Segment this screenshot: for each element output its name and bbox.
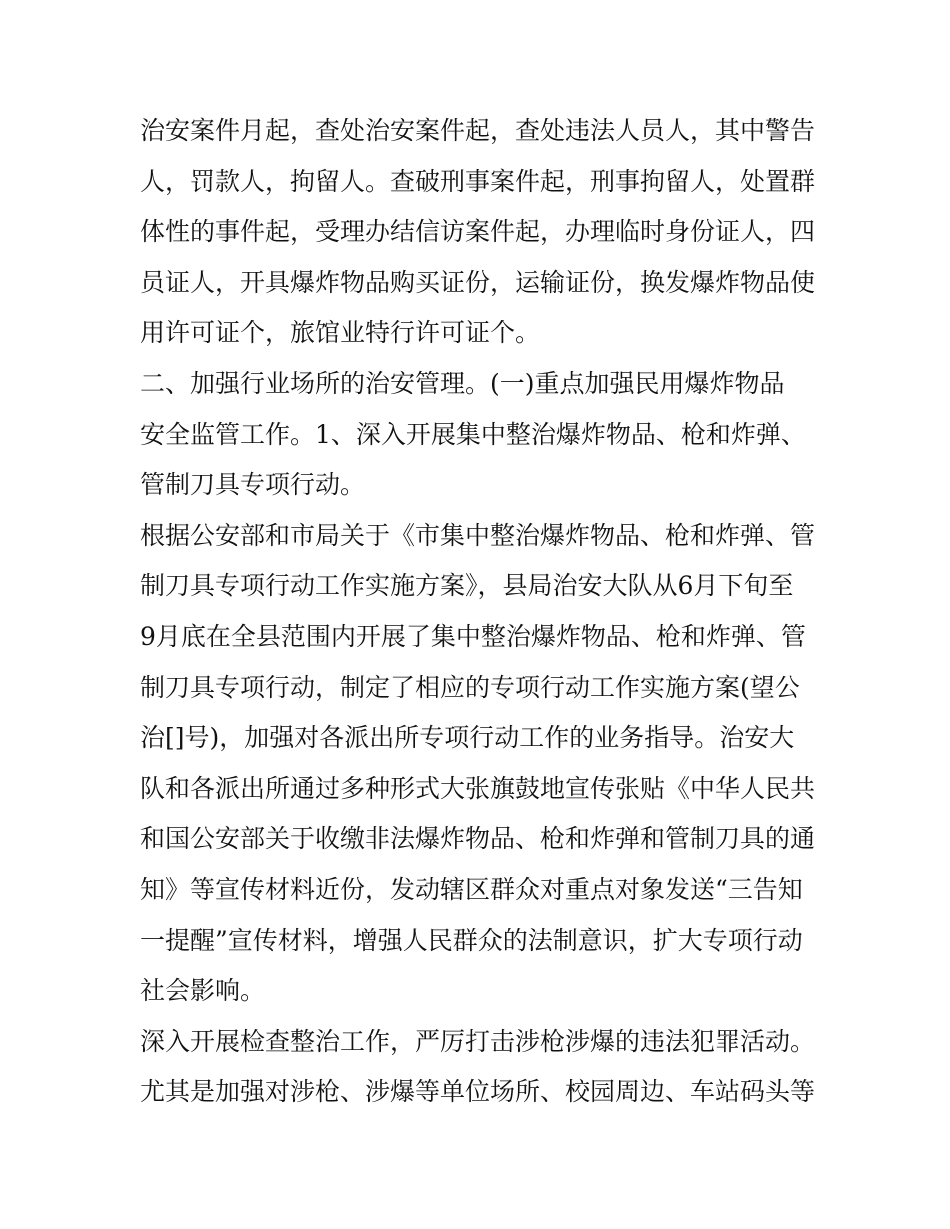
text-line: 一提醒”宣传材料，增强人民群众的法制意识，扩大专项行动 <box>140 925 803 955</box>
text-line: 体性的事件起，受理办结信访案件起，办理临时身份证人，四 <box>140 217 816 247</box>
text-line: 治安案件月起，查处治安案件起，查处违法人员人，其中警告 <box>140 116 816 145</box>
text-line: 队和各派出所通过多种形式大张旗鼓地宣传张贴《中华人民共 <box>140 773 816 803</box>
text-line: 人，罚款人，拘留人。查破刑事案件起，刑事拘留人，处置群 <box>140 166 816 196</box>
text-line: 尤其是加强对涉枪、涉爆等单位场所、校园周边、车站码头等 <box>140 1077 816 1107</box>
text-line: 员证人，开具爆炸物品购买证份，运输证份，换发爆炸物品使 <box>140 267 816 297</box>
text-line: 根据公安部和市局关于《市集中整治爆炸物品、枪和炸弹、管 <box>140 520 816 550</box>
text-line: 用许可证个，旅馆业特行许可证个。 <box>140 318 541 348</box>
text-line: 治[]号)，加强对各派出所专项行动工作的业务指导。治安大 <box>140 723 795 753</box>
text-line: 深入开展检查整治工作，严厉打击涉枪涉爆的违法犯罪活动。 <box>140 1026 816 1056</box>
section-heading-line: 二、加强行业场所的治安管理。(一)重点加强民用爆炸物品 <box>140 368 785 398</box>
section-heading-line: 安全监管工作。1、深入开展集中整治爆炸物品、枪和炸弹、 <box>140 419 806 449</box>
text-line: 9月底在全县范围内开展了集中整治爆炸物品、枪和炸弹、管 <box>140 621 806 651</box>
text-line: 制刀具专项行动工作实施方案》，县局治安大队从6月下旬至 <box>140 571 794 601</box>
section-heading-line: 管制刀具专项行动。 <box>140 470 366 500</box>
text-line: 制刀具专项行动，制定了相应的专项行动工作实施方案(望公 <box>140 672 800 702</box>
document-body <box>140 106 820 1118</box>
text-line: 社会影响。 <box>140 976 266 1006</box>
text-line: 知》等宣传材料近份，发动辖区群众对重点对象发送“三告知 <box>140 874 803 904</box>
text-line: 和国公安部关于收缴非法爆炸物品、枪和炸弹和管制刀具的通 <box>140 824 816 854</box>
